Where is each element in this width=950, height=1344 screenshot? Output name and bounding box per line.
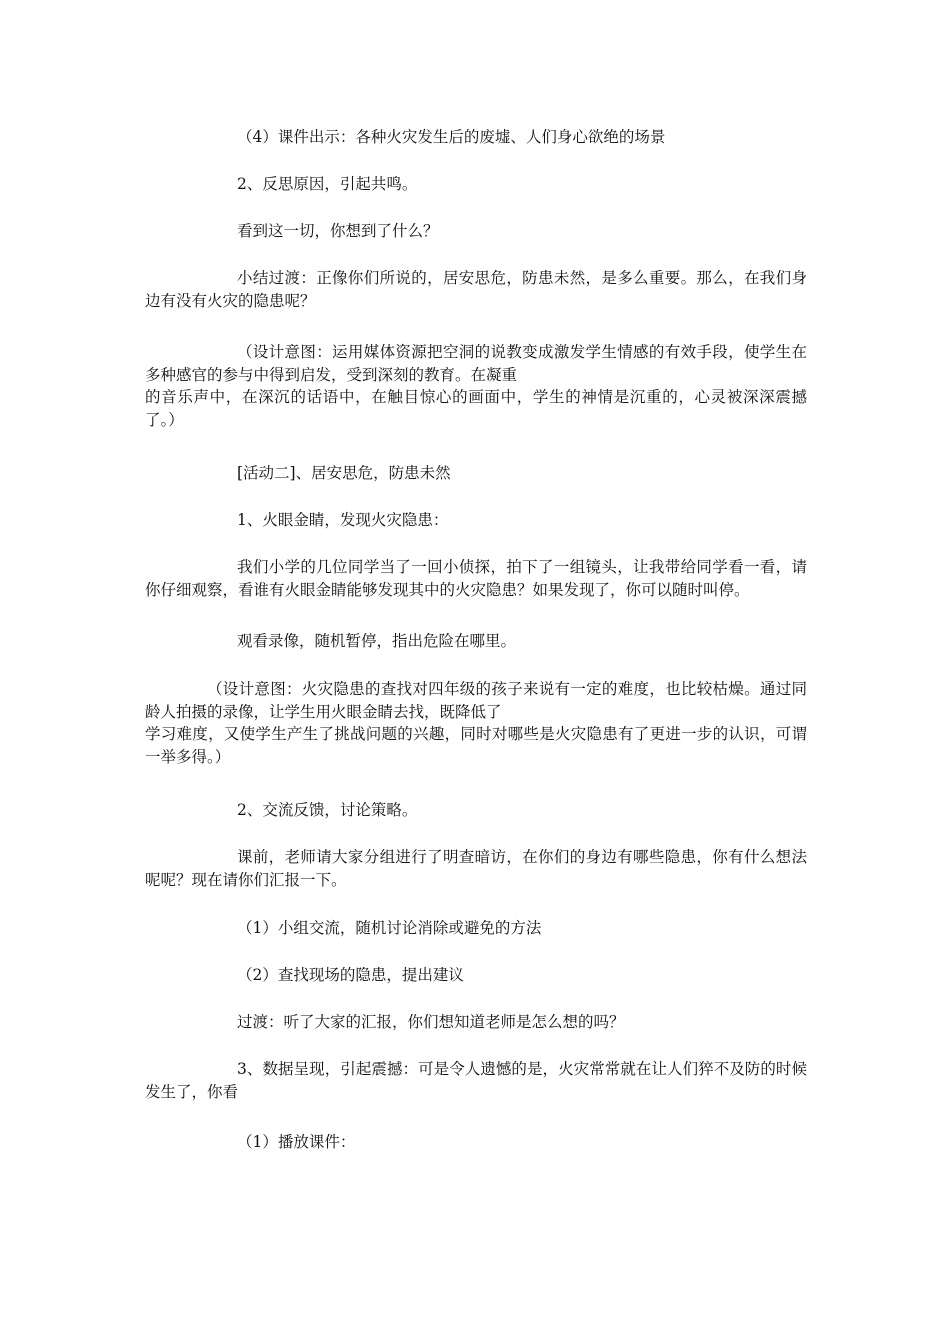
- paragraph-investigation: 课前，老师请大家分组进行了明查暗访，在你们的身边有哪些隐患，你有什么想法呢呢？现在请你们汇报一下。: [145, 848, 807, 889]
- paragraph-detective-video: 我们小学的几位同学当了一回小侦探，拍下了一组镜头，让我带给同学看一看，请你仔细观察，看谁有火眼金睛能够发现其中的火灾隐患？如果发现了，你可以随时叫停。: [145, 558, 807, 599]
- paragraph-reflect-causes: 2、反思原因，引起共鸣。: [237, 175, 418, 193]
- paragraph-summary-transition: 小结过渡：正像你们所说的，居安思危，防患未然，是多么重要。那么，在我们身边有没有火灾的隐患呢？: [145, 269, 807, 310]
- paragraph-data-shock: 3、数据呈现，引起震撼：可是令人遗憾的是，火灾常常就在让人们猝不及防的时候发生了，你看: [145, 1060, 807, 1101]
- paragraph-find-onsite-hazards: （2）查找现场的隐患，提出建议: [237, 966, 464, 984]
- paragraph-feedback-strategy: 2、交流反馈，讨论策略。: [237, 801, 418, 819]
- design-intent-2-part-b: 学习难度，又使学生产生了挑战问题的兴趣，同时对哪些是火灾隐患有了更进一步的认识，可谓一举多得。）: [145, 725, 807, 766]
- paragraph-question: 看到这一切，你想到了什么？: [237, 222, 439, 240]
- design-intent-1-part-a: （设计意图：运用媒体资源把空洞的说教变成激发学生情感的有效手段，使学生在多种感官的参与中得到启发，受到深刻的教育。在凝重: [145, 343, 807, 384]
- design-intent-1: [145, 341, 807, 431]
- paragraph-courseware-scene: （4）课件出示：各种火灾发生后的废墟、人们身心欲绝的场景: [237, 128, 666, 146]
- paragraph-group-exchange: （1）小组交流，随机讨论消除或避免的方法: [237, 919, 542, 937]
- design-intent-2: [145, 678, 807, 768]
- paragraph-watch-video: 观看录像，随机暂停，指出危险在哪里。: [237, 632, 517, 650]
- paragraph-play-courseware: （1）播放课件：: [237, 1133, 356, 1151]
- paragraph-transition-teacher: 过渡：听了大家的汇报，你们想知道老师是怎么想的吗？: [237, 1013, 625, 1031]
- activity-two-heading: [活动二]、居安思危，防患未然: [237, 464, 451, 482]
- design-intent-2-part-a: （设计意图：火灾隐患的查找对四年级的孩子来说有一定的难度，也比较枯燥。通过同龄人拍摄的录像，让学生用火眼金睛去找，既降低了: [145, 680, 807, 721]
- paragraph-find-hazards: 1、火眼金睛，发现火灾隐患：: [237, 511, 449, 529]
- design-intent-1-part-b: 的音乐声中，在深沉的话语中，在触目惊心的画面中，学生的神情是沉重的，心灵被深深震撼了。）: [145, 388, 807, 429]
